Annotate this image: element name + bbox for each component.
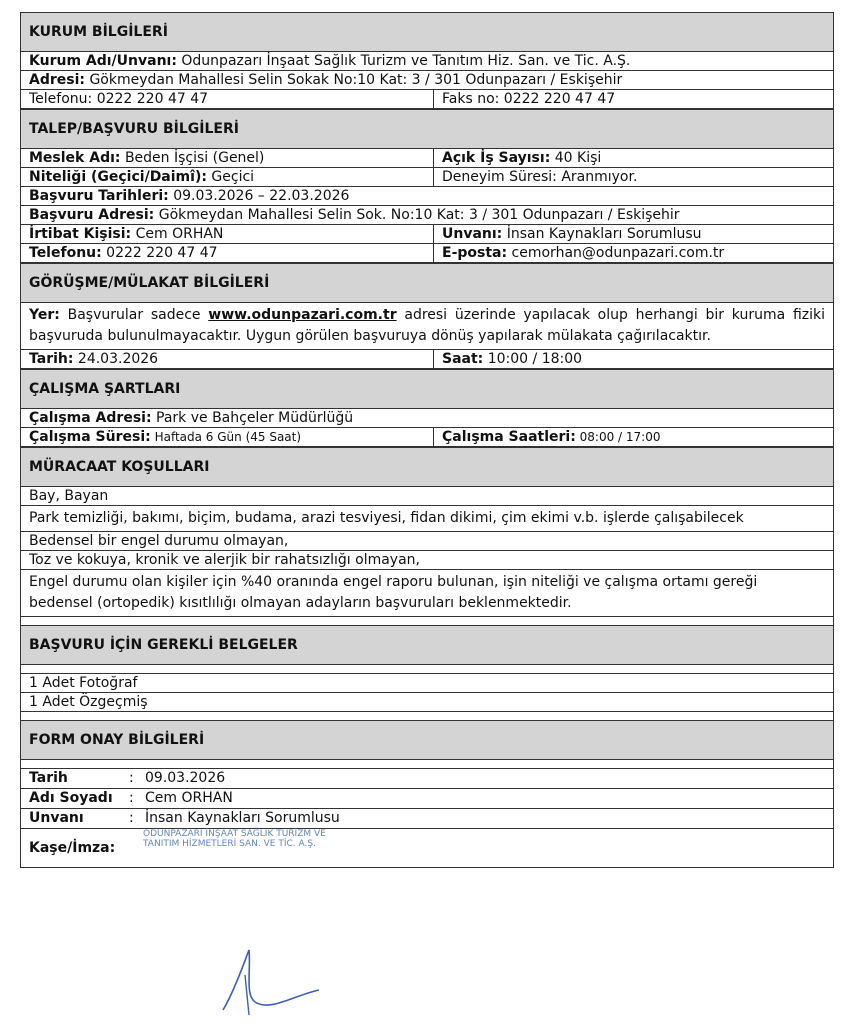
muracaat-item [21, 487, 833, 506]
kurum-adi-value: Odunpazarı İnşaat Sağlık Turizm ve Tanıtım Hiz. San. ve Tic. A.Ş. [176, 53, 631, 69]
application-form [20, 12, 834, 868]
section-header-muracaat: MÜRACAAT KOŞULLARI [21, 447, 833, 487]
basvuru-adres-row [21, 206, 833, 225]
basvuru-tarih-row [21, 187, 833, 206]
muracaat-item-text: Engel durumu olan kişiler için %40 oranında engel raporu bulunan, işin niteliği ve çalışma ortamı gereği bedensel (ortopedik) kısıtlılığı olmayan adayların başvuruları beklenmektedir. [29, 574, 758, 611]
mulakat-zaman-row [21, 350, 833, 369]
nitelik-label: Niteliği (Geçici/Daimî): [29, 169, 207, 185]
deneyim-value: Deneyim Süresi: Aranmıyor. [433, 168, 833, 186]
mulakat-saat-label: Saat: [442, 351, 484, 367]
signature-icon [215, 940, 325, 1020]
muracaat-item [21, 551, 833, 570]
yer-text-1: Başvurular sadece [59, 307, 209, 323]
meslek-label: Meslek Adı: [29, 150, 121, 166]
muracaat-item-text: Bay, Bayan [29, 488, 109, 504]
website-link[interactable]: www.odunpazari.com.tr [208, 307, 397, 323]
kurum-adi-label: Kurum Adı/Unvanı: [29, 53, 177, 69]
meslek-value: Beden İşçisi (Genel) [120, 150, 265, 166]
eposta-label: E-posta: [442, 245, 508, 261]
onay-unvan-value: İnsan Kaynakları Sorumlusu [145, 810, 340, 826]
section-header-calisma: ÇALIŞMA ŞARTLARI [21, 369, 833, 409]
talep-telefon-value: 0222 220 47 47 [101, 245, 218, 261]
belge-item-text: 1 Adet Fotoğraf [29, 675, 138, 691]
unvan-value: İnsan Kaynakları Sorumlusu [502, 226, 702, 242]
calisma-adres-value: Park ve Bahçeler Müdürlüğü [151, 410, 354, 426]
onay-ad-value: Cem ORHAN [145, 790, 233, 806]
muracaat-item [21, 506, 833, 532]
calisma-adres-row [21, 409, 833, 428]
talep-iletisim-row [21, 244, 833, 263]
onay-ad-label: Adı Soyadı [29, 790, 113, 806]
muracaat-item-text: Park temizliği, bakımı, biçim, budama, arazi tesviyesi, fidan dikimi, çim ekimi v.b. işlerde çalışabilecek [29, 510, 744, 526]
calisma-sure-value: Haftada 6 Gün (45 Saat) [150, 430, 302, 444]
onay-table [21, 768, 833, 868]
yer-label: Yer: [29, 307, 60, 323]
onay-kase-row [21, 828, 833, 867]
basvuru-adres-label: Başvuru Adresi: [29, 207, 155, 223]
section-header-onay: FORM ONAY BİLGİLERİ [21, 720, 833, 760]
acik-is-value: 40 Kişi [550, 150, 602, 166]
muracaat-item-text: Toz ve kokuya, kronik ve alerjik bir rahatsızlığı olmayan, [29, 552, 420, 568]
mulakat-tarih-label: Tarih: [29, 351, 74, 367]
yer-text-2: adresi üzerinde yapılacak olup herhangi bir kuruma fiziki başvuruda bulunulmayacaktır. Uygun görülen başvuruya dönüş yapılarak mülakata çağırılacaktır. [29, 307, 825, 344]
eposta-value: cemorhan@odunpazari.com.tr [507, 245, 725, 261]
meslek-row [21, 149, 833, 168]
nitelik-row [21, 168, 833, 187]
belge-item [21, 693, 833, 712]
basvuru-tarih-label: Başvuru Tarihleri: [29, 188, 169, 204]
colon: : [129, 810, 134, 826]
section-header-gorusme: GÖRÜŞME/MÜLAKAT BİLGİLERİ [21, 263, 833, 303]
calisma-saat-label: Çalışma Saatleri: [442, 429, 576, 445]
stamp-line: ODUNPAZARI İNŞAAT SAĞLIK TURİZM VE [143, 829, 326, 839]
basvuru-tarih-value: 09.03.2026 – 22.03.2026 [168, 188, 350, 204]
onay-unvan-label: Unvanı [29, 810, 84, 826]
colon: : [129, 770, 134, 786]
muracaat-item [21, 532, 833, 551]
kurum-adres-label: Adresi: [29, 72, 85, 88]
section-header-belgeler: BAŞVURU İÇİN GEREKLİ BELGELER [21, 625, 833, 665]
section-header-kurum: KURUM BİLGİLERİ [21, 12, 833, 52]
onay-ad-row [21, 788, 833, 808]
belge-item-text: 1 Adet Özgeçmiş [29, 694, 148, 710]
onay-tarih-value: 09.03.2026 [145, 770, 226, 786]
stamp-line: TANITIM HİZMETLERİ SAN. VE TİC. A.Ş. [143, 839, 316, 849]
calisma-adres-label: Çalışma Adresi: [29, 410, 152, 426]
mulakat-saat-value: 10:00 / 18:00 [483, 351, 583, 367]
kase-label: Kaşe/İmza: [29, 840, 116, 856]
belge-item [21, 674, 833, 693]
calisma-sure-row [21, 428, 833, 447]
irtibat-row [21, 225, 833, 244]
acik-is-label: Açık İş Sayısı: [442, 150, 551, 166]
talep-telefon-label: Telefonu: [29, 245, 102, 261]
unvan-label: Unvanı: [442, 226, 503, 242]
calisma-saat-value: 08:00 / 17:00 [575, 430, 661, 444]
section-header-talep: TALEP/BAŞVURU BİLGİLERİ [21, 109, 833, 149]
muracaat-item [21, 570, 833, 617]
colon: : [129, 790, 134, 806]
calisma-sure-label: Çalışma Süresi: [29, 429, 151, 445]
kurum-faks: Faks no: 0222 220 47 47 [433, 90, 833, 108]
kurum-telefon: Telefonu: 0222 220 47 47 [29, 91, 209, 107]
kurum-adres-value: Gökmeydan Mahallesi Selin Sokak No:10 Kat: 3 / 301 Odunpazarı / Eskişehir [85, 72, 623, 88]
onay-unvan-row [21, 808, 833, 828]
irtibat-value: Cem ORHAN [131, 226, 224, 242]
company-stamp [143, 829, 326, 867]
yer-row [21, 303, 833, 350]
nitelik-value: Geçici [206, 169, 255, 185]
basvuru-adres-value: Gökmeydan Mahallesi Selin Sok. No:10 Kat: 3 / 301 Odunpazarı / Eskişehir [154, 207, 680, 223]
kurum-adres-row [21, 71, 833, 90]
irtibat-label: İrtibat Kişisi: [29, 226, 132, 242]
kurum-iletisim-row [21, 90, 833, 109]
kurum-adi-row [21, 52, 833, 71]
onay-tarih-row [21, 768, 833, 788]
onay-tarih-label: Tarih [29, 770, 68, 786]
mulakat-tarih-value: 24.03.2026 [73, 351, 159, 367]
muracaat-item-text: Bedensel bir engel durumu olmayan, [29, 533, 289, 549]
